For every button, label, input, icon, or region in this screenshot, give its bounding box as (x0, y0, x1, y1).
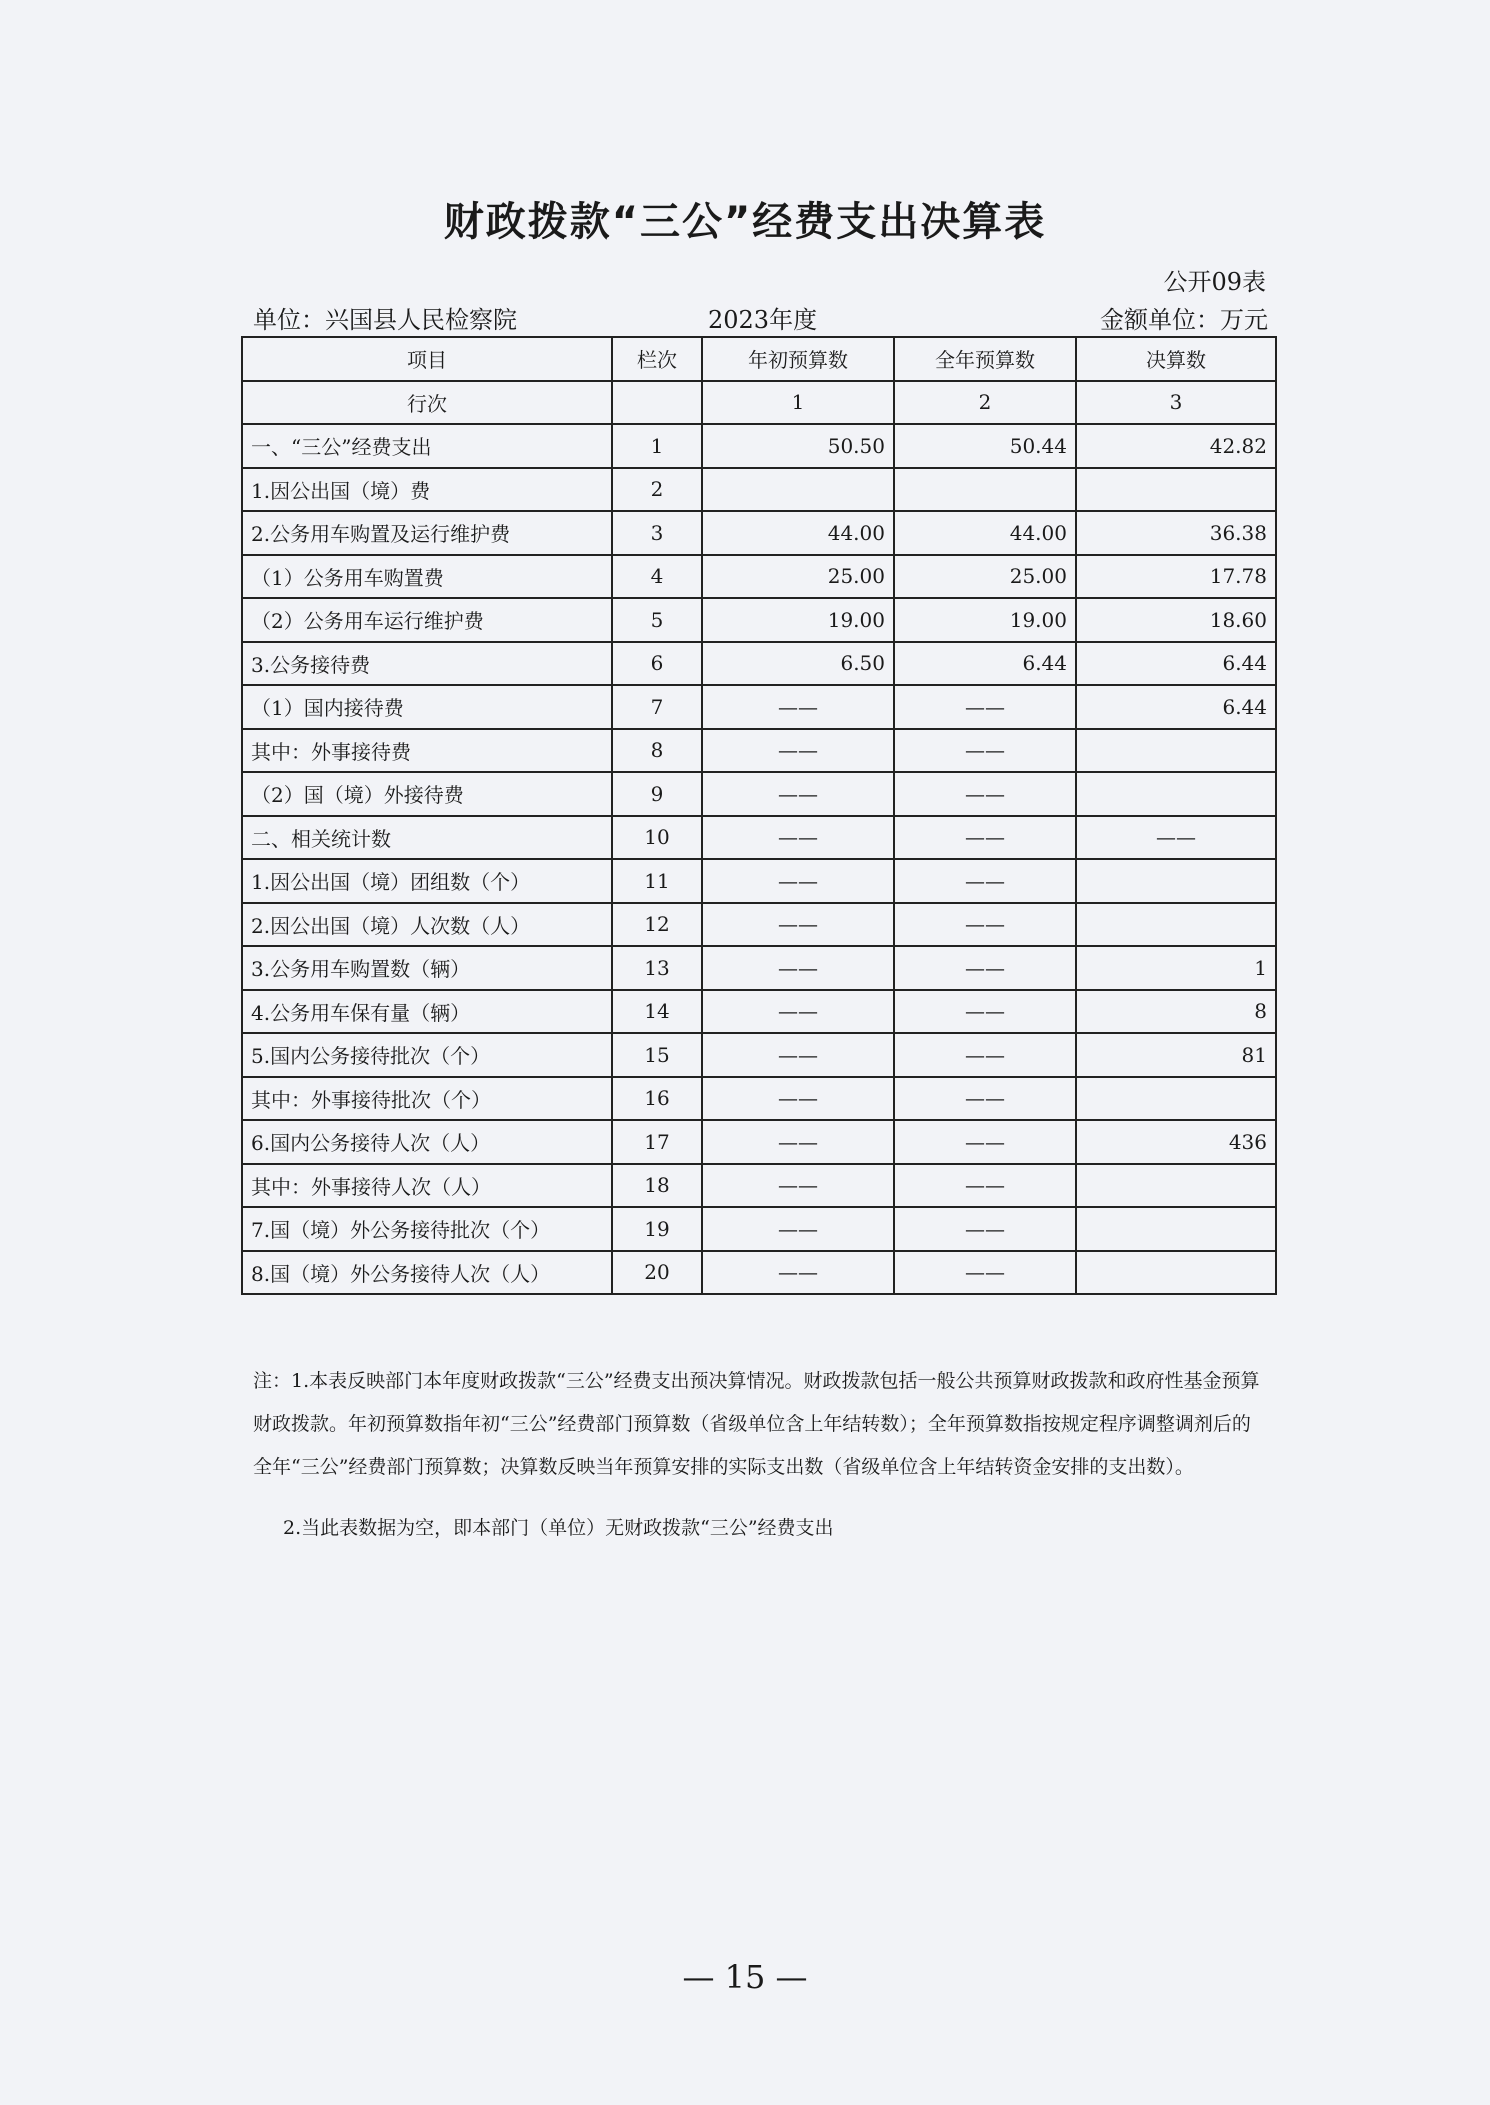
row-final-accounts (1076, 729, 1276, 773)
row-full-year-budget: —— (894, 859, 1076, 903)
row-initial-budget: —— (702, 729, 894, 773)
row-final-accounts: 436 (1076, 1120, 1276, 1164)
row-final-accounts: 42.82 (1076, 424, 1276, 468)
header-item: 项目 (242, 337, 612, 381)
table-body (242, 424, 1276, 1294)
row-item-label: 2.因公出国（境）人次数（人） (242, 903, 612, 947)
row-column-no: 2 (612, 468, 702, 512)
row-final-accounts: 17.78 (1076, 555, 1276, 599)
table-row (242, 1164, 1276, 1208)
row-final-accounts (1076, 1251, 1276, 1295)
row-full-year-budget: —— (894, 1164, 1076, 1208)
row-final-accounts (1076, 772, 1276, 816)
row-column-no: 9 (612, 772, 702, 816)
row-column-no: 3 (612, 511, 702, 555)
note-2: 2.当此表数据为空，即本部门（单位）无财政拨款“三公”经费支出 (283, 1517, 834, 1539)
row-initial-budget: —— (702, 990, 894, 1034)
table-row (242, 1077, 1276, 1121)
table-row (242, 424, 1276, 468)
row-initial-budget: 25.00 (702, 555, 894, 599)
year-label: 2023年度 (708, 306, 818, 334)
row-final-accounts (1076, 1077, 1276, 1121)
row-column-no: 8 (612, 729, 702, 773)
row-full-year-budget: —— (894, 1207, 1076, 1251)
row-item-label: 5.国内公务接待批次（个） (242, 1033, 612, 1077)
row-item-label: 其中：外事接待批次（个） (242, 1077, 612, 1121)
row-full-year-budget: —— (894, 1251, 1076, 1295)
index-label: 行次 (242, 381, 612, 425)
row-initial-budget: —— (702, 1077, 894, 1121)
row-final-accounts (1076, 468, 1276, 512)
header-row (242, 337, 1276, 381)
table-row (242, 1033, 1276, 1077)
row-item-label: （1）公务用车购置费 (242, 555, 612, 599)
table-row (242, 903, 1276, 947)
row-final-accounts (1076, 1164, 1276, 1208)
table-row (242, 990, 1276, 1034)
row-item-label: 3.公务接待费 (242, 642, 612, 686)
notes (253, 1360, 1263, 1550)
row-column-no: 14 (612, 990, 702, 1034)
row-final-accounts: 8 (1076, 990, 1276, 1034)
row-column-no: 5 (612, 598, 702, 642)
row-full-year-budget: 44.00 (894, 511, 1076, 555)
row-column-no: 7 (612, 685, 702, 729)
row-full-year-budget: —— (894, 946, 1076, 990)
page-number: — 15 — (682, 1958, 808, 1996)
row-column-no: 10 (612, 816, 702, 860)
row-column-no: 20 (612, 1251, 702, 1295)
row-final-accounts: 6.44 (1076, 642, 1276, 686)
row-item-label: 2.公务用车购置及运行维护费 (242, 511, 612, 555)
row-full-year-budget: 50.44 (894, 424, 1076, 468)
index-cell: 3 (1076, 381, 1276, 425)
row-initial-budget: 19.00 (702, 598, 894, 642)
row-full-year-budget: —— (894, 772, 1076, 816)
table-row (242, 598, 1276, 642)
row-full-year-budget: —— (894, 685, 1076, 729)
row-final-accounts: 36.38 (1076, 511, 1276, 555)
row-final-accounts: 18.60 (1076, 598, 1276, 642)
form-code: 公开09表 (1163, 268, 1266, 296)
table-row (242, 1120, 1276, 1164)
row-column-no: 1 (612, 424, 702, 468)
row-full-year-budget: —— (894, 1120, 1076, 1164)
row-full-year-budget: —— (894, 990, 1076, 1034)
row-initial-budget: 50.50 (702, 424, 894, 468)
row-column-no: 12 (612, 903, 702, 947)
row-item-label: 8.国（境）外公务接待人次（人） (242, 1251, 612, 1295)
index-cell: 1 (702, 381, 894, 425)
row-initial-budget: 6.50 (702, 642, 894, 686)
row-item-label: （1）国内接待费 (242, 685, 612, 729)
row-column-no: 4 (612, 555, 702, 599)
header-full-year-budget: 全年预算数 (894, 337, 1076, 381)
table-row (242, 555, 1276, 599)
row-full-year-budget: —— (894, 729, 1076, 773)
row-column-no: 6 (612, 642, 702, 686)
row-initial-budget: —— (702, 859, 894, 903)
row-item-label: 其中：外事接待人次（人） (242, 1164, 612, 1208)
row-full-year-budget: 19.00 (894, 598, 1076, 642)
table-row (242, 642, 1276, 686)
row-initial-budget: —— (702, 1207, 894, 1251)
row-item-label: 3.公务用车购置数（辆） (242, 946, 612, 990)
row-initial-budget: 44.00 (702, 511, 894, 555)
row-column-no: 18 (612, 1164, 702, 1208)
unit-label: 单位：兴国县人民检察院 (253, 306, 517, 334)
row-full-year-budget: —— (894, 1077, 1076, 1121)
row-initial-budget: —— (702, 1251, 894, 1295)
row-column-no: 11 (612, 859, 702, 903)
row-initial-budget (702, 468, 894, 512)
row-full-year-budget: —— (894, 1033, 1076, 1077)
row-column-no: 16 (612, 1077, 702, 1121)
row-item-label: 其中：外事接待费 (242, 729, 612, 773)
table-row (242, 511, 1276, 555)
row-final-accounts: 81 (1076, 1033, 1276, 1077)
header-column-no: 栏次 (612, 337, 702, 381)
row-final-accounts (1076, 859, 1276, 903)
row-item-label: （2）国（境）外接待费 (242, 772, 612, 816)
table-row (242, 1251, 1276, 1295)
row-item-label: 1.因公出国（境）团组数（个） (242, 859, 612, 903)
table-row (242, 468, 1276, 512)
row-initial-budget: —— (702, 1033, 894, 1077)
row-initial-budget: —— (702, 772, 894, 816)
row-final-accounts (1076, 903, 1276, 947)
row-column-no: 15 (612, 1033, 702, 1077)
row-column-no: 19 (612, 1207, 702, 1251)
index-row (242, 381, 1276, 425)
header-initial-budget: 年初预算数 (702, 337, 894, 381)
row-item-label: 4.公务用车保有量（辆） (242, 990, 612, 1034)
row-item-label: 1.因公出国（境）费 (242, 468, 612, 512)
row-final-accounts: 6.44 (1076, 685, 1276, 729)
row-column-no: 17 (612, 1120, 702, 1164)
index-cell: 2 (894, 381, 1076, 425)
note-1: 注：1.本表反映部门本年度财政拨款“三公”经费支出预决算情况。财政拨款包括一般公共预算财政拨款和政府性基金预算财政拨款。年初预算数指年初“三公”经费部门预算数（省级单位含上年结转数）；全年预算数指按规定程序调整调剂后的全年“三公”经费部门预算数；决算数反映当年预算安排的实际支出数（省级单位含上年结转资金安排的支出数）。 (253, 1370, 1260, 1478)
row-item-label: 7.国（境）外公务接待批次（个） (242, 1207, 612, 1251)
row-item-label: （2）公务用车运行维护费 (242, 598, 612, 642)
row-final-accounts: 1 (1076, 946, 1276, 990)
table-row (242, 729, 1276, 773)
table-row (242, 946, 1276, 990)
meta-row (253, 300, 1268, 334)
row-column-no: 13 (612, 946, 702, 990)
table-row (242, 859, 1276, 903)
row-initial-budget: —— (702, 946, 894, 990)
header-final-accounts: 决算数 (1076, 337, 1276, 381)
row-full-year-budget: —— (894, 903, 1076, 947)
row-initial-budget: —— (702, 903, 894, 947)
index-cell (612, 381, 702, 425)
table-row (242, 685, 1276, 729)
row-final-accounts (1076, 1207, 1276, 1251)
table-row (242, 1207, 1276, 1251)
row-item-label: 一、“三公”经费支出 (242, 424, 612, 468)
row-full-year-budget: —— (894, 816, 1076, 860)
budget-table (241, 336, 1277, 1295)
row-initial-budget: —— (702, 816, 894, 860)
row-initial-budget: —— (702, 1164, 894, 1208)
row-item-label: 6.国内公务接待人次（人） (242, 1120, 612, 1164)
row-final-accounts: —— (1076, 816, 1276, 860)
table-row (242, 772, 1276, 816)
row-full-year-budget: 6.44 (894, 642, 1076, 686)
row-initial-budget: —— (702, 685, 894, 729)
table-row (242, 816, 1276, 860)
money-unit-label: 金额单位：万元 (1100, 306, 1268, 334)
row-full-year-budget (894, 468, 1076, 512)
row-full-year-budget: 25.00 (894, 555, 1076, 599)
row-initial-budget: —— (702, 1120, 894, 1164)
row-item-label: 二、相关统计数 (242, 816, 612, 860)
page-title: 财政拨款“三公”经费支出决算表 (443, 199, 1047, 245)
